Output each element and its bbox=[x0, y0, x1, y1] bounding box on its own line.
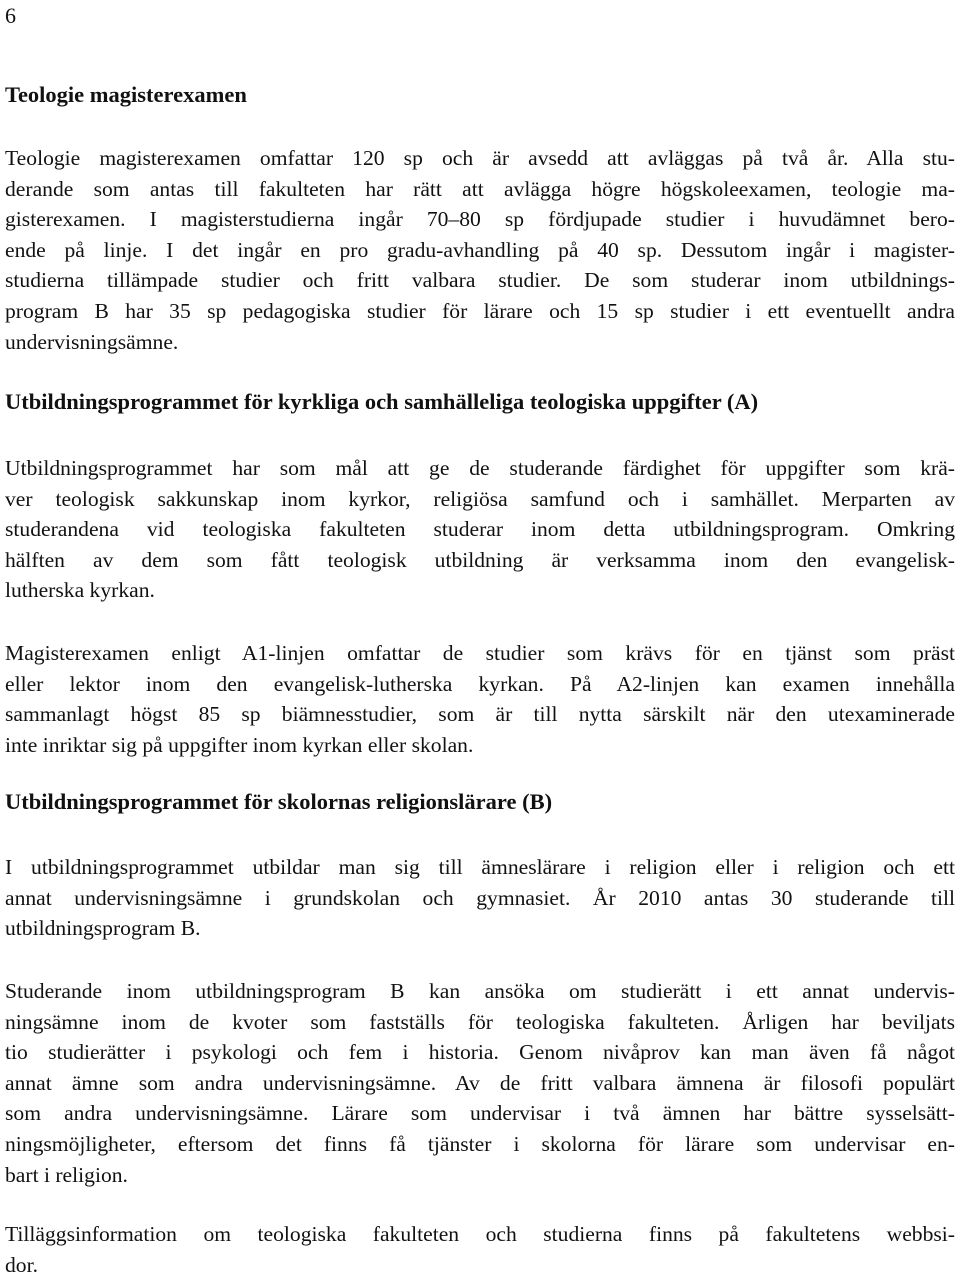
text-line: Tilläggsinformation om teologiska fakulteten och studierna finns på fakultetens webbsi- bbox=[5, 1222, 955, 1246]
text-line: lutherska kyrkan. bbox=[5, 578, 155, 603]
text-line: sammanlagt högst 85 sp biämnesstudier, som är till nytta särskilt när den utexaminerade bbox=[5, 702, 955, 727]
section-heading-magisterexamen: Teologie magisterexamen bbox=[5, 82, 247, 107]
text-line: gisterexamen. I magisterstudierna ingår 70–80 sp fördjupade studier i huvudämnet bero- bbox=[5, 207, 955, 232]
text-line: undervisningsämne. bbox=[5, 329, 179, 354]
paragraph-program-b-studierätt bbox=[5, 976, 955, 1190]
section-heading-program-a: Utbildningsprogrammet för kyrkliga och samhälleliga teologiska uppgifter (A) bbox=[5, 389, 759, 414]
text-line: Studerande inom utbildningsprogram B kan ansöka om studierätt i ett annat undervis- bbox=[5, 979, 955, 1003]
text-line: Teologie magisterexamen omfattar 120 sp och är avsedd att avläggas på två år. Alla stu- bbox=[5, 146, 955, 170]
text-line: ningsmöjligheter, eftersom det finns få tjänster i skolorna för lärare som undervisar en- bbox=[5, 1131, 955, 1156]
text-line: som andra undervisningsämne. Lärare som undervisar i två ämnen har bättre sysselsätt- bbox=[5, 1101, 955, 1126]
text-line: eller lektor inom den evangelisk-lutherska kyrkan. På A2-linjen kan examen innehålla bbox=[5, 671, 955, 696]
section-heading-program-b: Utbildningsprogrammet för skolornas religionslärare (B) bbox=[5, 789, 553, 814]
text-line: bart i religion. bbox=[5, 1162, 128, 1187]
text-line: dor. bbox=[5, 1252, 38, 1277]
text-line: Magisterexamen enligt A1-linjen omfattar de studier som krävs för en tjänst som präst bbox=[5, 641, 955, 665]
text-line: hälften av dem som fått teologisk utbildning är verksamma inom den evangelisk- bbox=[5, 547, 955, 572]
text-line: Utbildningsprogrammet har som mål att ge de studerande färdighet för uppgifter som krä- bbox=[5, 456, 955, 480]
paragraph-more-info bbox=[5, 1219, 955, 1280]
text-line: derande som antas till fakulteten har rätt att avlägga högre högskoleexamen, teologie ma- bbox=[5, 176, 955, 201]
text-line: ningsämne inom de kvoter som fastställs för teologiska fakulteten. Årligen har beviljats bbox=[5, 1009, 955, 1034]
paragraph-program-b-intro bbox=[5, 852, 955, 944]
paragraph-magisterexamen bbox=[5, 143, 955, 357]
text-line: studerandena vid teologiska fakulteten studerar inom detta utbildningsprogram. Omkring bbox=[5, 517, 955, 542]
paragraph-program-a-lines bbox=[5, 638, 955, 760]
text-line: I utbildningsprogrammet utbildar man sig till ämneslärare i religion eller i religion och ett bbox=[5, 855, 955, 879]
text-line: annat ämne som andra undervisningsämne. Av de fritt valbara ämnena är filosofi populärt bbox=[5, 1070, 955, 1095]
text-line: ver teologisk sakkunskap inom kyrkor, religiösa samfund och i samhället. Merparten av bbox=[5, 486, 955, 511]
text-line: tio studierätter i psykologi och fem i historia. Genom nivåprov kan man även få något bbox=[5, 1040, 955, 1065]
text-line: program B har 35 sp pedagogiska studier för lärare och 15 sp studier i ett eventuellt andra bbox=[5, 298, 955, 323]
page-number: 6 bbox=[5, 3, 16, 28]
text-line: utbildningsprogram B. bbox=[5, 916, 201, 941]
text-line: ende på linje. I det ingår en pro gradu-avhandling på 40 sp. Dessutom ingår i magister- bbox=[5, 237, 955, 262]
text-line: annat undervisningsämne i grundskolan och gymnasiet. År 2010 antas 30 studerande till bbox=[5, 885, 955, 910]
paragraph-program-a-goal bbox=[5, 453, 955, 606]
text-line: inte inriktar sig på uppgifter inom kyrkan eller skolan. bbox=[5, 732, 474, 757]
text-line: studierna tillämpade studier och fritt valbara studier. De som studerar inom utbildnings- bbox=[5, 268, 955, 293]
